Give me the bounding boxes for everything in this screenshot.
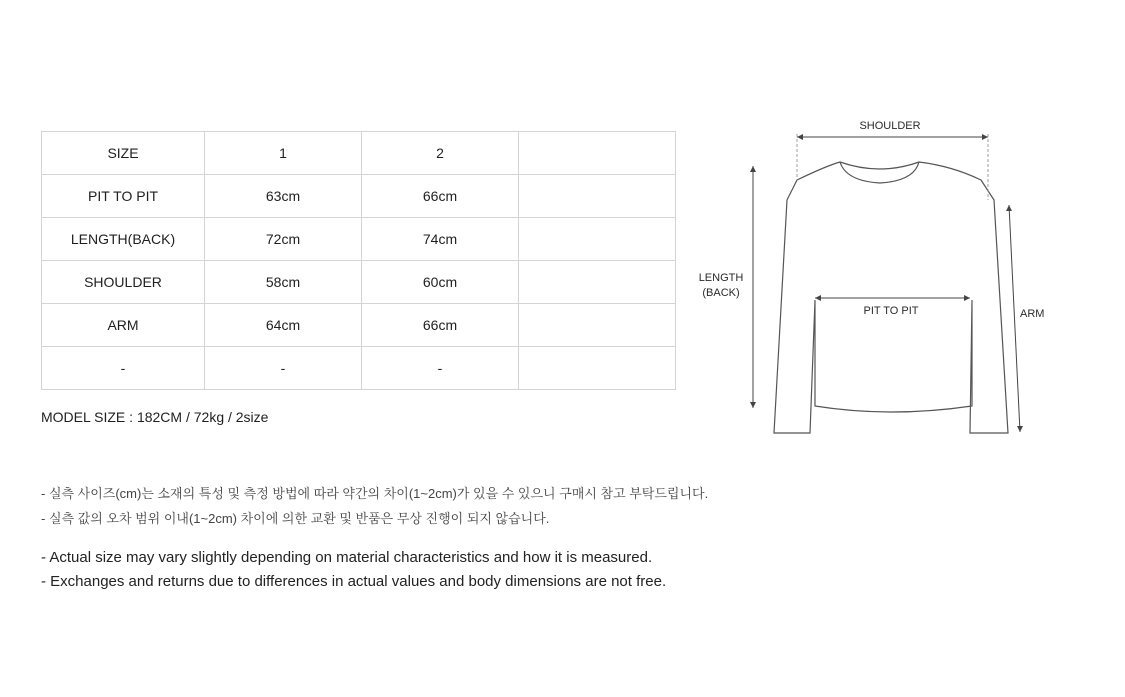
arrow-left-icon — [797, 134, 803, 140]
notes-section — [41, 484, 708, 596]
table-header-cell: SIZE — [42, 132, 205, 175]
table-cell: SHOULDER — [42, 261, 205, 304]
arrow-up-icon — [1006, 205, 1012, 211]
table-cell: PIT TO PIT — [42, 175, 205, 218]
table-cell: 66cm — [362, 304, 519, 347]
note-english-2: - Exchanges and returns due to differences in actual values and body dimensions are not free. — [41, 573, 667, 590]
table-cell: 74cm — [362, 218, 519, 261]
arrow-down-icon — [750, 402, 756, 408]
table-cell: - — [362, 347, 519, 390]
table-cell: - — [42, 347, 205, 390]
table-cell: LENGTH(BACK) — [42, 218, 205, 261]
note-english-1: - Actual size may vary slightly depending on material characteristics and how it is measured. — [41, 549, 653, 566]
table-row — [42, 304, 676, 347]
table-header-row — [42, 132, 676, 175]
table-cell: ARM — [42, 304, 205, 347]
table-cell — [519, 218, 676, 261]
table-cell: - — [205, 347, 362, 390]
table-cell: 58cm — [205, 261, 362, 304]
table-cell: 66cm — [362, 175, 519, 218]
table-cell: 63cm — [205, 175, 362, 218]
table-row — [42, 347, 676, 390]
arm-label: ARM — [1020, 308, 1045, 320]
note-spacer — [41, 534, 708, 548]
table-cell: 72cm — [205, 218, 362, 261]
table-cell — [519, 304, 676, 347]
pit-to-pit-label: PIT TO PIT — [863, 305, 919, 317]
table-header-cell: 2 — [362, 132, 519, 175]
model-size-text: MODEL SIZE : 182CM / 72kg / 2size — [41, 409, 269, 425]
arrow-down-icon — [1017, 426, 1023, 432]
table-cell — [519, 347, 676, 390]
table-cell: 60cm — [362, 261, 519, 304]
size-table — [41, 131, 676, 390]
length-label: LENGTH — [698, 272, 744, 284]
arm-measure-line — [1009, 205, 1020, 432]
table-row — [42, 175, 676, 218]
table-cell — [519, 261, 676, 304]
arrow-right-icon — [982, 134, 988, 140]
table-row — [42, 218, 676, 261]
table-row — [42, 261, 676, 304]
shoulder-label: SHOULDER — [859, 120, 921, 132]
note-korean-1: - 실측 사이즈(cm)는 소재의 특성 및 측정 방법에 따라 약간의 차이(1~2cm)가 있을 수 있으니 구매시 참고 부탁드립니다. — [41, 486, 709, 501]
table-header-cell — [519, 132, 676, 175]
arrow-up-icon — [750, 166, 756, 172]
table-cell — [519, 175, 676, 218]
tshirt-diagram-svg — [690, 110, 1060, 450]
length-label-back: (BACK) — [702, 287, 740, 299]
table-header-cell: 1 — [205, 132, 362, 175]
garment-diagram — [690, 110, 1060, 455]
table-cell: 64cm — [205, 304, 362, 347]
note-korean-2: - 실측 값의 오차 범위 이내(1~2cm) 차이에 의한 교환 및 반품은 무상 진행이 되지 않습니다. — [41, 511, 550, 526]
